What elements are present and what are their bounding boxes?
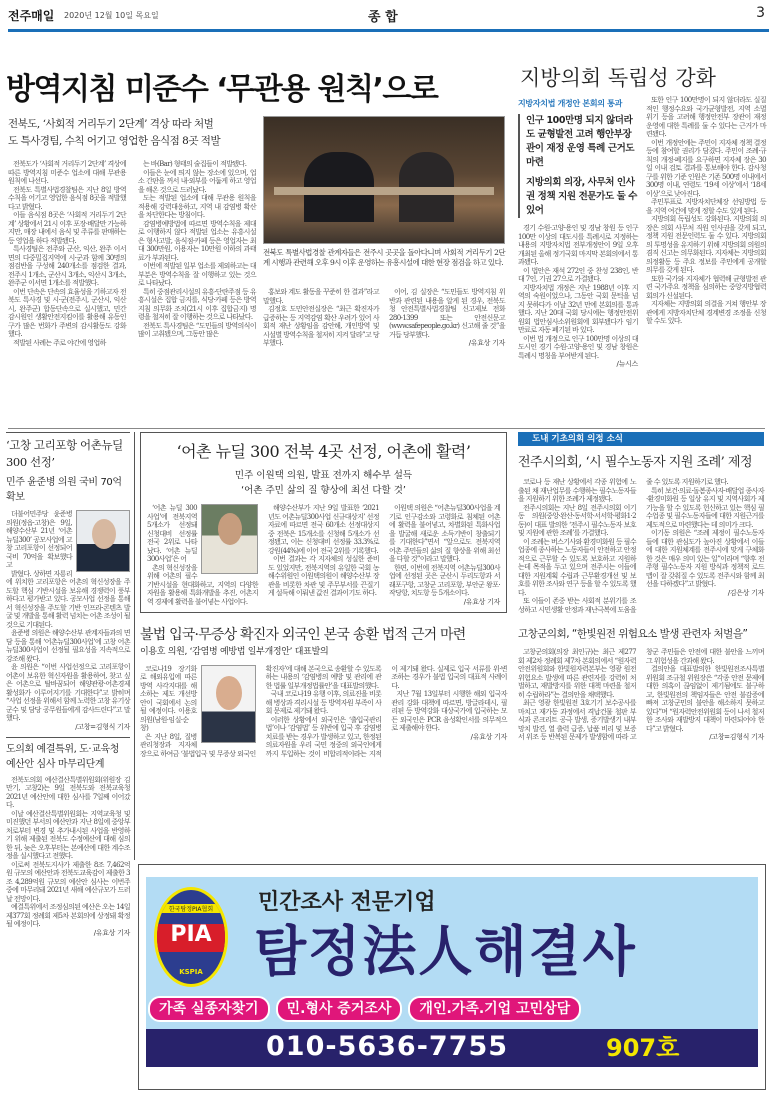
lead-byline: /유효상 기자	[468, 339, 505, 347]
paragraph: 또한 국가와 지자체가 협력해 균형발전 관련 국가주요 정책을 심의하는 중앙지방협력회의가 신설된다.	[646, 274, 766, 300]
local-subheads	[518, 114, 638, 218]
paragraph: 밝혔다. 상하면 자룡리에 위치한 고리포항은 어촌의 혁신성장을 주도할 핵심 기반시설을 보유해 경쟁력이 풍부하다고 평가받고 있다. 공모사업 선정을 통해서 혁신성장을 주도할 기반 인프라·콘텐츠 발굴 및 개발을 통해 활력 넘치는 어촌 조성이 될 것으로 기대된다.	[6, 569, 130, 629]
gochang-byline: /고창=김형식 기자	[75, 722, 130, 731]
paragraph: 지방자치법 개정은 지난 1988년 이후 지역의 숙원이었으나, 그동안 국회 문턱을 넘지 못하다가 이날 32년 만에 본회의를 통과했다. 지난 20대 국회 당시에는 행정안전위원회 법안심사소위원회에 회부됐다가 임기만료로 자동 폐기된 바 있다.	[518, 283, 638, 334]
gochang-headline: ‘고창 고리포항 어촌뉴딜 300 선정’	[6, 438, 123, 469]
ad-banner[interactable]	[146, 877, 758, 1067]
paragraph: 또 이들이 존중 받는 사회적 분위기를 조성하고 시민생활 안정과 재난극복에 도움을 줄 수 있도록 지원하기로 했다.	[518, 478, 729, 614]
newdeal-photo	[201, 504, 258, 574]
paragraph: 국내 코로나19 유행 이후, 의료진을 비롯해 병상과 격리시설 등 방역자원 부족이 사회 문제로 제기돼 왔다.	[265, 690, 382, 715]
pia-logo-ring-text: 한국탐정PIA협회	[157, 904, 225, 913]
local-left	[518, 98, 638, 369]
ad-service-pill: 민.형사 증거조사	[276, 996, 403, 1022]
local-headline: 지방의회 독립성 강화	[520, 66, 716, 90]
lead-headline: 방역지침 미준수 ‘무관용 원칙’으로	[6, 72, 438, 107]
paragraph: 김정호 도민안전실장은 “최근 확진자가 급증하는 등 지역감염 확산 우려가 있어 사회적 재난 상황임을 감안해, 개인방역 및 시설별 방역수칙을 철저히 지켜 달라”고 당부했다.	[263, 305, 379, 347]
paragraph: 이 조례는 버스기사와 환경미화원 등 필수업종에 종사하는 노동자들이 안전하고 안정적으로 근무할 수 있도록 보호하고 지원하는데 목적을 두고 있으며 전주시는 이들에 대한 지원계획 수립과 근무환경개선 및 보호를 위한 조사와 연구 등을 할 수 있도록 했다.	[518, 537, 636, 597]
budget-headline: 도의회 예결특위, 도·교육청 예산안 심사 마무리단계	[6, 743, 119, 770]
newdeal-byline: /유효상 기자	[463, 597, 500, 606]
paragraph: 전북도 특별사법경찰팀은 지난 8일 방역수칙을 어기고 영업한 음식점 8곳을 적발했다고 밝혔다.	[8, 185, 126, 211]
illegal-byline: /유효상 기자	[470, 732, 507, 741]
paragraph: 최근 영광 한빛원전 3호기기 보수공사를 마치고 재가동 과정에서 격납건물 철판 부식과 콘크리트 공극 발생, 증기발생기 내부 망치 발견, 열 출력 급증, 납품 비리 및 보증서 위조 등 반복된 문제가 발생함에 따라 고창군 주민들은 안전에 대한 불안을 느끼며 그 위험성을 간과해 왔다.	[518, 648, 764, 741]
newdeal-subhead-2: ‘어촌 주민 삶의 질 향상에 최선 다할 것’	[241, 485, 406, 496]
gochang-subhead: 민주 윤준병 의원 국비 70억 확보	[6, 477, 122, 503]
paragraph: 촌의 혁신성장을 위해 어촌의 필수 기반시설을 현대화하고, 지역의 다양한 자원을 활용해 특화개발을 추진, 어촌지역 경제에 활력을 불어넣는 사업이다.	[147, 563, 258, 606]
paragraph: 는 바(Bar) 형태의 술집들이 적발됐다.	[143, 160, 247, 168]
ad-room: 907호	[606, 1034, 680, 1062]
paragraph: 적발된 사례는 주로 야간에 영업하	[13, 338, 106, 347]
ad-service-pill: 가족 실종자찾기	[148, 996, 270, 1022]
masthead: 전주매일	[8, 9, 55, 23]
newdeal-intro: ‘어촌 뉴딜 300사업’에 전북지역 5개소가 선정돼 신청대비 선정률 전국 2위로 나타났다. ‘어촌 뉴딜 300사업’은 어	[147, 504, 197, 563]
paragraph: 이번 결과는 각 지자체의 성실한 준비도 있었지만, 전북지역의 유일한 국회 농해수위원인 이원택의원이 해양수산부 장관을 비롯한 차관 및 주무부서를 끈질기게 설득해 이뤄낸 값진 결과이기도 하다.	[268, 555, 379, 597]
lead-left	[8, 116, 258, 347]
lead-body-col4	[389, 288, 505, 339]
paragraph: 이원택 의원은 “어촌뉴딜300사업을 계기로 인구감소와 고령화로 침체된 어촌에 활력을 불어넣고, 차별화된 특화사업을 발굴해 새로운 소득기반이 창출되기를 기대한다”면서 “앞으로도 전북지역 어촌 주민들의 삶의 질 향상을 위해 최선을 다할 것”이라고 말했다.	[389, 504, 500, 563]
paragraph: 이들 음식점 8곳은 ‘사회적 거리두기 2단계’ 상황에서 21시 이후 포장·배달만 가능하지만, 매장 내에서 음식 및 주류를 판매하는 등 영업을 하다 적발됐다.	[8, 211, 126, 245]
lead-body-col1	[8, 160, 126, 347]
lead-subhead-1: 전북도, ‘사회적 거리두기 2단계’ 격상 따라 처벌	[8, 118, 214, 130]
paragraph: 해양수산부가 지난 9일 발표한 ‘2021년도 어촌뉴딜300사업 신규대상지’ 선정자료에 따르면 전국 60개소 선정대상지 중 전북은 15개소를 신청해 5개소가 선정됐고, 이는 신청대비 선정률 33.3%로 강원(44%)에 이어 전국 2위를 기록했다.	[268, 504, 379, 555]
ad-service-pill: 개인.가족.기업 고민상담	[408, 996, 581, 1022]
paragraph: 결의안을 대표발의한 한빛원전조사특별위원회 조규철 위원장은 “각종 안전 문제에 대한 의혹이 끊임없이 제기됨에도 불구하고, 한빛원전의 책임자들은 안전 불감증에 빠져 고창군민의 불안을 해소하지 못하고 있다”며 “원자력안전위원회 등이 나서 철저한 조사와 재발방지 대책이 마련되어야 한다”고 밝혔다.	[646, 665, 764, 733]
gochang-top-rule	[6, 432, 130, 433]
council-headline: 전주시의회, ‘시 필수노동자 지원 조례’ 제정	[518, 455, 753, 470]
paragraph: 이번에 적발된 일부 업소를 제외하고는 대부분은 방역수칙을 잘 이행하고 있는 것으로 나타났다.	[138, 262, 256, 287]
gochang-article	[6, 510, 130, 732]
section-divider	[8, 428, 765, 429]
lead-photo	[263, 116, 505, 244]
lead-body-col3	[263, 288, 379, 348]
paragraph: 예결특위에서 조정심의된 예산은 오는 14일 제377회 정례회 제5차 본회의에 상정돼 확정될 예정이다.	[6, 903, 130, 928]
paragraph: 이어, 김 실장은 “도민들도 방역지침 위반과 관련된 내용을 알게 된 경우, 전북도청 안전특별사법경찰팀 신고제보 전화 280-1399 또는 안전신문고(www.safepeople.go.kr) 신고해 줄 것”을 거듭 당부했다.	[389, 288, 505, 339]
paragraph: 이로써 전북도지사가 제출한 8조 7,462억원 규모의 예산안과 전북도교육감이 제출한 3조 4,289억원 규모의 예산안 심사는 이번주 중에 마무리돼 2021년 새해 예산규모가 드러날 전망이다.	[6, 860, 130, 903]
header-rule	[8, 29, 769, 32]
paragraph: 경기 수원·고양·용인 및 경남 창원 등 인구 100만 이상의 대도시를 특례시로 지정하는 내용의 지방자치법 전부개정안이 9일 오후 개최된 올해 정기국회 마지막 본회의에서 통과됐다.	[518, 224, 638, 266]
paragraph: 전북도의회 예산결산특별위원회(위원장 김만기, 고창2)는 9일 전북도와 전북교육청 2021년 예산안에 대한 심사를 7일째 이어갔다.	[6, 775, 130, 809]
left-lower-column	[6, 432, 130, 938]
ad-phone-bar	[146, 1029, 758, 1067]
right-lower-column	[518, 432, 764, 742]
paragraph: 이러한 상황에서 외국인은 ‘출입국관리법’이나 ‘감염법’ 등 위반에 입국 후 감염병 치료를 받는 경우가 발생하고 있고, 한정된 의료자원을 우리 국민 정중의 외국인에게까지 투입하는 것이 비합리적이라는 지적이 제기돼 왔다. 실제로 입국 서류를 위·변조하는 경우가 불법 입국의 대표적 사례이다.	[265, 664, 507, 758]
lead-body-col2	[138, 160, 256, 347]
ad-services	[146, 996, 758, 1022]
paragraph: 홍보와 계도 활동을 꾸준히 한 결과”라고 말했다.	[263, 288, 379, 305]
gochang-council-body	[518, 648, 764, 742]
pia-logo	[154, 887, 228, 987]
budget-top-rule	[6, 737, 130, 738]
ad-brand: 탐정法人해결사	[254, 920, 637, 983]
paragraph: 전북도 특사경팀은 “도민들의 방역의식이 많이 고취됐으며, 그동안 많은	[138, 321, 256, 338]
paragraph: 도는 적발된 업소에 대해 무관용 원칙을 적용해 강력대응하고, 지역 내 감염병 확산을 차단한다는 방침이다.	[138, 194, 256, 219]
local-body-col2	[646, 96, 766, 326]
newdeal-box	[140, 432, 507, 613]
paragraph: 이번 개정안에는 주민이 지자체 정책 결정 등에 참여할 권리가 담겼다. 주민이 조례·규칙의 개정·폐지를 요구하면 지자체 장은 30일 이내 검토 결과를 통보해야 한다. 감사청구를 위한 기준 인원은 기존 500명 이내에서 300명 이내, 연령도 ‘19세 이상’에서 ‘18세 이상’으로 낮아진다.	[646, 138, 766, 198]
section-name: 종 합	[368, 10, 398, 25]
gochang-body	[6, 570, 130, 723]
paragraph: 지방의회 독립성도 강화된다. 지방의회 의장은 의회 사무처 직원 인사권을 갖게 되고, 정책 지원 전문인력도 둘 수 있다. 지방의회의 투명성을 유지하기 위해 지방의회 의원의 겸직 신고는 의무화된다. 지자체는 지방의회 의정활동 등 주요 정보를 주민에게 공개할 의무를 갖게 된다.	[646, 215, 766, 274]
paragraph: 특히 중점관리시설의 유흥·단란주점 등 유흥시설은 집합 금지를, 식당·카페 등은 방역지침 의무화 조치(21시 이후 집합금지) 명령을 철저히 잘 이행하는 것으로 나타났다.	[138, 287, 256, 321]
council-section-bar: 도내 기초의회 의정 소식	[518, 432, 764, 446]
ad-phone[interactable]: 010-5636-7755	[266, 1031, 509, 1062]
paragraph: 특사경팀은 전주와 군산, 익산, 완주 이서면의 다중밀집지역에 시·군과 함께 30명의 점검반을 구성해 240개소를 점검한 결과, 전주시 1개소, 군산시 3개소, 익산시 3개소, 완주군 이서면 1개소를 적발했다.	[8, 245, 126, 287]
gochang-intro: 더불어민주당 윤준병 의원(정읍·고창)은 9일, 해양수산부 21년 ‘어촌뉴딜300’ 공모사업에 고창 고리포항이 선정되어 국비 70억을 확보했다고	[6, 510, 72, 569]
newdeal-subhead-1: 민주 이원택 의원, 발표 전까지 해수부 설득	[234, 470, 413, 481]
paragraph: 전북도가 ‘사회적 거리두기 2단계’ 격상에 따른 방역지침 미준수 업소에 대해 무관용 원칙에 나선다.	[8, 160, 126, 185]
paragraph: 한편, 이번에 전북지역 어촌뉴딜300사업에 선정된 곳은 군산시 두리도항과 서래포구항, 고창군 고리포항, 부안군 왕포·작당항, 치도항 등 5개소이다.	[389, 563, 500, 597]
paragraph: 특히 보건·의료·돌봄종사자·배달업 종사자·환경미화원 등 일상 유지 및 지역사회가 제 기능을 할 수 있도록 헌신하고 있는 핵심 필수업종 및 필수노동자들에 대한 지원근거를 제도적으로 마련했다는 데 의미가 크다.	[646, 486, 764, 529]
paragraph: 지자체는 지방의회 의결을 거쳐 행안부 장관에게 지방자치단체 경계변경 조정을 신청할 수도 있다.	[646, 300, 766, 325]
local-subhead-2: 지방의회 의장, 사무처 인사권 정책 지원 전문가도 둘 수 있어	[526, 177, 638, 216]
lead-lower-cols	[263, 288, 505, 348]
paragraph: 전주시의회는 지난 8일 전주시의회 이기동 의원(중앙·완산·동서학·서서학·평화1·2동)이 대표 발의한 ‘전주시 필수노동자 보호 및 지원에 관한 조례’를 가결했다.	[518, 503, 636, 537]
budget-byline: /유효상 기자	[93, 928, 130, 937]
illegal-subhead: 이용호 의원, ‘감염병 예방법 일부개정안’ 대표발의	[140, 646, 329, 657]
illegal-headline: 불법 입국·무증상 확진자 외국인 본국 송환 법적 근거 마련	[140, 626, 466, 643]
pia-logo-bottom-text: KSPIA	[179, 968, 203, 976]
council-byline: /김은상 기자	[727, 588, 764, 597]
paragraph: 주민투표로 지방자치단체장 선임방법 등을 지역 여건에 맞게 정할 수도 있게 된다.	[646, 198, 766, 215]
page-number: 3	[756, 5, 765, 21]
gochang-council-body-cols	[518, 648, 764, 742]
illegal-body-cols	[140, 665, 507, 759]
paragraph: 고창군의회(의장 최인규)는 최근 제277회 제2차 정례회 제7차 본회의에서 “원자력안전위원회와 한빛원자력본부는 영광 원전 위험요소 발생에 따른 관련자를 강력히 처벌하고, 재발방지를 위한 대책 마련을 철저히 수립하라”는 결의안을 채택했다.	[518, 648, 636, 699]
paragraph: 은 지난 8일, 질병관리청장과 지자체장으로 하여금 ‘불법입국 및 무증상 외국인 확진자’에 대해 본국으로 송환할 수 있도록 하는 내용의 ‘감염병의 예방 및 관리에 관한 법률 일부개정법률안’을 대표발의했다.	[140, 664, 382, 758]
paragraph: 이기동 의원은 “조례 제정이 필수노동자들에 대한 관심도가 높아진 상황에서 이들에 대한 지원체계를 전주시에 맞게 구체화한 것은 매우 의미 있는 일”이라며 “향후 전주형 필수노동자 지원 방식과 정책적 로드맵이 잘 갖춰질 수 있도록 전주시와 함께 최선을 다하겠다”고 밝혔다.	[646, 529, 764, 588]
column-rule	[134, 432, 135, 860]
illegal-intro: 코로나19 장기화로 해외유입에 따른 방역 사각지대를 해소하는 제도 개선방안이 국회에서 논의될 예정이다. 이용호 의원(남원·임실·순창)	[140, 664, 197, 732]
paragraph: 지난 7월 13일부터 시행한 해외 입국자 관리 강화 대책에 따르면, 방글라데시, 필리핀 등 방역강화 대상국가에 입국하는 모든 외국인은 PCR 음성확인서를 의무적으로 제출해야 한다.	[391, 690, 507, 732]
gochang-photo	[76, 510, 130, 572]
paragraph: 이 법안은 재석 272인 중 찬성 238인, 반대 7인, 기권 27으로 가결됐다.	[518, 266, 638, 283]
paragraph: 코로나 등 재난 상황에서 각종 위험에 노출된 채 재난업무를 수행하는 필수노동자들을 지원하기 위한 조례가 제정됐다.	[518, 478, 636, 503]
pia-logo-text: PIA	[170, 922, 212, 947]
middle-lower-column	[140, 432, 507, 758]
gochang-council-byline: /고창=김형식 기자	[709, 733, 764, 741]
paragraph: 윤 의원은 “이번 사업선정으로 고리포항이 어촌이 보유한 혁신자원을 활용하여, 찾고 싶은 어촌으로 탈바꿈되어 해양관광·어촌경제 활성화가 이루어지기를 기대한다”고 밝히며 “사업 선정을 위해서 함께 노력한 고창 유기상 군수 및 담당 공무원들에게 감사드린다”고 말했다.	[6, 663, 130, 722]
paragraph: 이번 법 개정으로 인구 100만명 이상의 대도시인 경기 수원·고양·용인 및 경남 창원은 특례시 명칭을 부여받게 된다.	[518, 334, 638, 360]
lead-photo-caption: 전북도 특별사법경찰 관계자들은 전주시 곳곳을 돌아다니며 사회적 거리두기 2단계 시행과 관련해 오후 9시 이후 운영하는 유흥시설에 대한 현장 점검을 하고 있다.	[263, 248, 505, 267]
council-body-cols	[518, 478, 764, 614]
issue-date: 2020년 12월 10일 목요일	[64, 11, 159, 20]
paragraph: 이들은 눈에 띄지 않는 장소에 있으며, 업소 간판을 꺼서 내·외부를 어둡게 하고 영업을 해온 것으로 드러났다.	[138, 168, 256, 194]
paragraph: 또한 인구 100만명이 되지 않더라도 실질적인 행정수요와 국가균형발전, 지역 소멸 위기 등을 고려해 행정안전부 장관이 재정 운영에 대한 특례를 둘 수 있다는 근거가 마련됐다.	[646, 96, 766, 138]
paragraph: 감염병예방법에 따르면 방역수칙을 제대로 이행하지 않다 적발된 업소는 유흥시설은 형사고발, 음식점·카페 등은 영업자는 최대 300만원, 이용자는 10만원 이하의 과태료가 부과된다.	[138, 219, 256, 262]
newdeal-body-cols	[147, 504, 500, 607]
paragraph: 이날 예산결산특별위원회는 지역교육청 및 미진했던 부서의 예산안과 지난 8일에 중앙부처로부터 변경 및 추가내시된 사업을 반영하기 위해 제출된 전북도 수정예산에 대해 심의한 뒤, 늦은 오후부터는 본예산에 대한 계수조정을 실시했다고 전했다.	[6, 809, 130, 860]
budget-body	[6, 776, 130, 929]
ad-tagline: 민간조사 전문기업	[258, 890, 436, 915]
local-body-col1	[518, 224, 638, 360]
local-subhead-1: 인구 100만명 되지 않더라도 균형발전 고려 행안부장관이 재정 운영 특례 근거도 마련	[526, 115, 635, 168]
local-byline: /뉴시스	[616, 360, 638, 368]
newdeal-headline: ‘어촌 뉴딜 300 전북 4곳 선정, 어촌에 활력’	[176, 442, 471, 461]
lead-subhead-2: 도 특사경팀, 수칙 어기고 영업한 음식점 8곳 적발	[8, 135, 221, 147]
local-kicker: 지방자치법 개정안 본회의 통과	[518, 99, 623, 108]
gochang-council-headline: 고창군의회, “한빛원전 위험요소 발생 관련자 처벌을”	[518, 628, 748, 640]
paragraph: 윤준병 의원은 해양수산부 관계자들과의 면담 등을 통해 ‘어촌뉴딜300사업’에 고창 어촌뉴딜300사업이 선정될 필요성을 지속적으로 강조해 왔다.	[6, 629, 130, 663]
paragraph: 이번 단속은 단속의 효율성을 기하고자 전북도 특사경 및 시·군(전주시, 군산시, 익산시, 완주군) 합동단속으로 실시했고, 민간 감시원인 생활안전지킴이를 활용해 유동인구가 많은 번화가 주변의 감시활동도 강화했다.	[8, 287, 126, 338]
illegal-photo	[201, 665, 256, 743]
